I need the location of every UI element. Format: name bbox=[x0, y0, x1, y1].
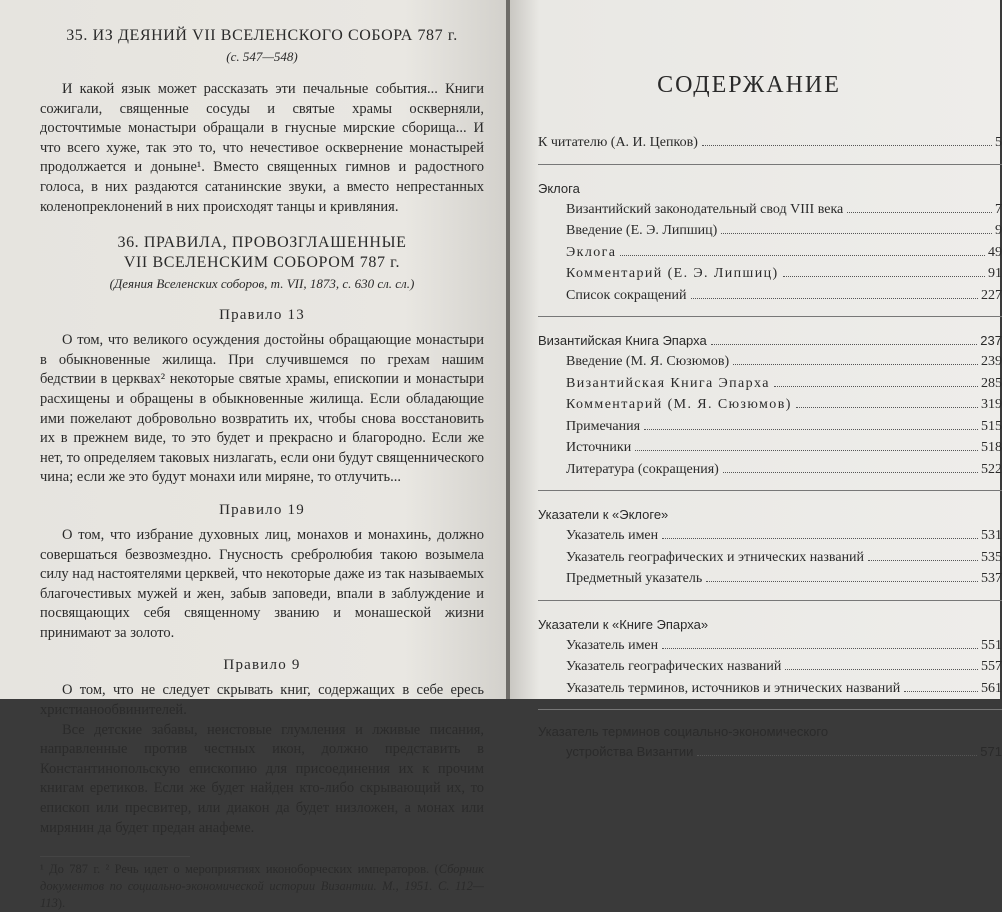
toc-entry: Комментарий (М. Я. Сюзюмов) 319 bbox=[566, 397, 1002, 412]
toc-entry: Примечания 515 bbox=[566, 418, 1002, 434]
toc-section-final-line1: Указатель терминов социально-экономического bbox=[538, 724, 829, 739]
toc-entry: Предметный указатель 537 bbox=[566, 571, 1002, 586]
toc-entry: Указатель имен 551 bbox=[566, 637, 1002, 653]
toc-entry: Литература (сокращения) 522 bbox=[566, 461, 1002, 477]
rule-13-heading: Правило 13 bbox=[219, 307, 305, 324]
rule-9-text-a: О том, что не следует скрывать книг, содержащих в себе ересь христианообвинителей. bbox=[40, 682, 484, 719]
toc-entry-reader: К читателю (А. И. Цепков) 5 bbox=[538, 135, 1002, 150]
toc-title: СОДЕРЖАНИЕ bbox=[657, 72, 841, 98]
toc-entry: Введение (Е. Э. Липшиц) 9 bbox=[566, 223, 1002, 238]
rule-9-heading: Правило 9 bbox=[223, 657, 301, 674]
toc-entry: Список сокращений 227 bbox=[566, 287, 1002, 303]
section-36-source: (Деяния Вселенских соборов, т. VII, 1873, с. 630 сл. сл.) bbox=[109, 276, 415, 292]
rule-9-text-b: Все детские забавы, неистовые глумления и лживые писания, направленные против честных икон, должно представить в Константинопольскую епископию для присоединения их к прочим книгам еретиков. Если же будет найден кто-либо скрывающий их, то епископ или пресвитер, или диакон да будет низложен, а монах или мирянин да будет предан анафеме. bbox=[40, 721, 484, 836]
toc-entry: Введение (М. Я. Сюзюмов) 239 bbox=[566, 354, 1002, 369]
toc-entry: Византийский законодательный свод VIII века 7 bbox=[566, 201, 1002, 217]
toc-entry: Источники 518 bbox=[566, 440, 1002, 455]
footnotes: ¹ До 787 г. ² Речь идет о мероприятиях иконоборческих императоров. (Сборник документов по социально-экономической истории Византии. М., 1951. С. 112—113). bbox=[40, 862, 484, 911]
toc-entry: Указатель имен 531 bbox=[566, 528, 1002, 543]
toc-section-eparch: Византийская Книга Эпарха 237 bbox=[538, 333, 1002, 348]
toc-entry: Комментарий (Е. Э. Липшиц) 91 bbox=[566, 266, 1002, 281]
section-35-source: (с. 547—548) bbox=[226, 49, 298, 64]
toc-section-idx-ecloga: Указатели к «Эклоге» bbox=[538, 507, 669, 522]
toc-entry: Указатель географических названий 557 bbox=[566, 659, 1002, 674]
section-35-title: 35. ИЗ ДЕЯНИЙ VII ВСЕЛЕНСКОГО СОБОРА 787 г. bbox=[66, 27, 458, 44]
section-36-title-line1: 36. ПРАВИЛА, ПРОВОЗГЛАШЕННЫЕ bbox=[117, 234, 407, 252]
toc-entry: Византийская Книга Эпарха 285 bbox=[566, 375, 1002, 391]
footnote-divider bbox=[40, 856, 190, 857]
rule-19-heading: Правило 19 bbox=[219, 501, 305, 518]
toc-section-final-line2: устройства Византии 571 bbox=[566, 744, 1002, 759]
rule-19-text: О том, что избрание духовных лиц, монахов и монахинь, должно совершаться безвозмездно. Гнусность сребролюбия такою возымела силу над настоятелями церквей, что некоторые даже из так называемых благочестивых мужей и жен, забыв заповеди, впали в заблуждение и посвящающих себя священному званию и монашеской жизни принимают за золото. bbox=[40, 526, 484, 641]
right-page bbox=[510, 0, 1002, 759]
toc-section-ecloga: Эклога bbox=[538, 180, 580, 196]
section-36-title-line2: VII ВСЕЛЕНСКИМ СОБОРОМ 787 г. bbox=[123, 254, 401, 272]
toc-entry: Эклога 49 bbox=[566, 244, 1002, 260]
toc-entry: Указатель терминов, источников и этнических названий 561 bbox=[566, 680, 1002, 696]
rule-13-text: О том, что великого осуждения достойны обращающие монастыри в обыкновенные жилища. При случившемся по грехам нашим бедствии в церквах² некоторые святые храмы, епископии и монастыри расхищены и обращены в обыкновенные жилища. Если обладающие ими пожелают добровольно возвратить их, чтобы снова восстановить их в прежнем виде, то это будет и прекрасно и благородно. Если же нет, то определяем таковых низлагать, если они будут священнического чина; если же это будут монахи или миряне, то отлучить... bbox=[40, 332, 484, 486]
section-35-paragraph: И какой язык может рассказать эти печальные события... Книги сожигали, священные сосуды и святые храмы оскверняли, досточтимые монастыри обращали в гнусные мирские сборища... И что всего хуже, так это то, что нечестивое осквернение монастырей продолжается и доныне¹. Вместо священных гимнов и радостного голоса, в них раздаются сатанинские звуки, а вместо непрестанных коленопреклонений в них происходят танцы и кривляния. bbox=[40, 81, 484, 215]
toc-entry: Указатель географических и этнических названий 535 bbox=[566, 549, 1002, 565]
toc-section-idx-eparch: Указатели к «Книге Эпарха» bbox=[538, 616, 709, 632]
